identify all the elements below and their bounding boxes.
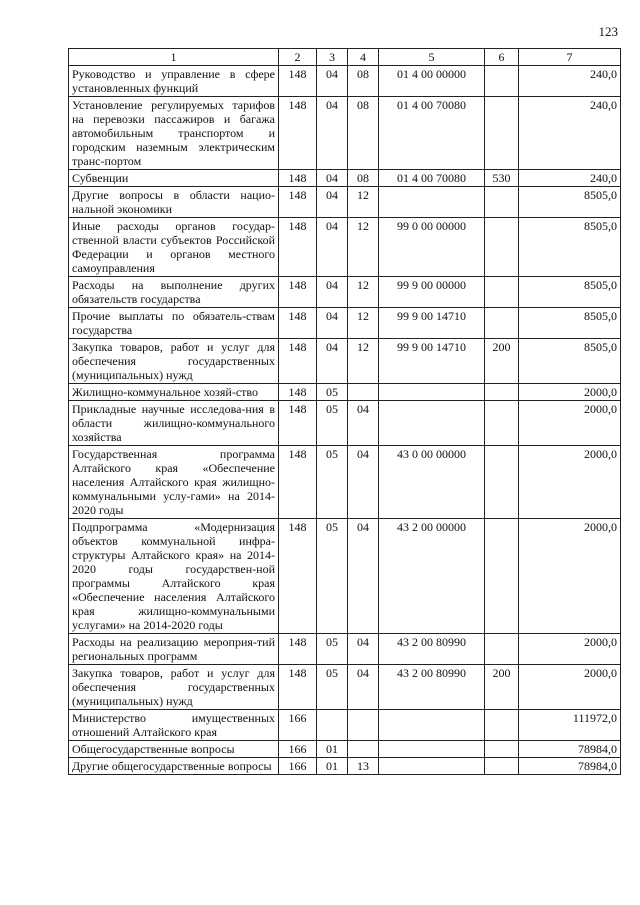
row-type-cell — [485, 308, 519, 339]
row-subsection-cell: 04 — [348, 665, 379, 710]
table-body — [69, 66, 621, 775]
row-type-cell — [485, 97, 519, 170]
row-amount-cell: 111972,0 — [519, 710, 621, 741]
row-subsection-cell: 12 — [348, 308, 379, 339]
row-code-cell: 148 — [279, 66, 317, 97]
table-row — [69, 97, 621, 170]
row-section-cell: 05 — [317, 401, 348, 446]
row-section-cell: 01 — [317, 758, 348, 775]
row-target-cell: 01 4 00 00000 — [379, 66, 485, 97]
row-target-cell: 43 0 00 00000 — [379, 446, 485, 519]
row-type-cell: 530 — [485, 170, 519, 187]
row-section-cell: 04 — [317, 187, 348, 218]
row-name-cell: Закупка товаров, работ и услуг для обеспечения государственных (муниципальных) нужд — [69, 339, 279, 384]
row-name-cell: Расходы на выполнение других обязательств государства — [69, 277, 279, 308]
row-subsection-cell — [348, 384, 379, 401]
row-code-cell: 166 — [279, 758, 317, 775]
row-type-cell — [485, 446, 519, 519]
row-amount-cell: 8505,0 — [519, 218, 621, 277]
row-section-cell: 05 — [317, 384, 348, 401]
row-name-cell: Министерство имущественных отношений Алтайского края — [69, 710, 279, 741]
row-type-cell — [485, 634, 519, 665]
row-target-cell: 01 4 00 70080 — [379, 170, 485, 187]
row-code-cell: 148 — [279, 401, 317, 446]
row-type-cell — [485, 741, 519, 758]
row-type-cell — [485, 187, 519, 218]
row-amount-cell: 2000,0 — [519, 384, 621, 401]
row-amount-cell: 78984,0 — [519, 741, 621, 758]
row-section-cell: 05 — [317, 446, 348, 519]
row-amount-cell: 8505,0 — [519, 187, 621, 218]
row-type-cell: 200 — [485, 339, 519, 384]
row-subsection-cell: 12 — [348, 277, 379, 308]
column-header: 6 — [485, 49, 519, 66]
row-subsection-cell — [348, 710, 379, 741]
row-code-cell: 148 — [279, 446, 317, 519]
row-target-cell: 99 0 00 00000 — [379, 218, 485, 277]
row-target-cell — [379, 741, 485, 758]
row-target-cell: 99 9 00 00000 — [379, 277, 485, 308]
row-code-cell: 148 — [279, 308, 317, 339]
table-row — [69, 401, 621, 446]
table-row — [69, 339, 621, 384]
row-code-cell: 148 — [279, 277, 317, 308]
row-code-cell: 148 — [279, 519, 317, 634]
table-row — [69, 710, 621, 741]
table-row — [69, 218, 621, 277]
row-amount-cell: 2000,0 — [519, 401, 621, 446]
row-amount-cell: 240,0 — [519, 170, 621, 187]
row-subsection-cell: 12 — [348, 218, 379, 277]
row-subsection-cell: 08 — [348, 170, 379, 187]
page-number: 123 — [598, 24, 618, 39]
row-name-cell: Другие общегосударственные вопросы — [69, 758, 279, 775]
row-subsection-cell: 12 — [348, 187, 379, 218]
row-code-cell: 148 — [279, 665, 317, 710]
row-amount-cell: 2000,0 — [519, 634, 621, 665]
table-row — [69, 446, 621, 519]
row-section-cell: 05 — [317, 519, 348, 634]
row-type-cell — [485, 384, 519, 401]
row-code-cell: 148 — [279, 339, 317, 384]
row-code-cell: 148 — [279, 218, 317, 277]
table-row — [69, 66, 621, 97]
row-section-cell: 05 — [317, 634, 348, 665]
row-name-cell: Прикладные научные исследова-ния в области жилищно-коммунального хозяйства — [69, 401, 279, 446]
column-header: 1 — [69, 49, 279, 66]
row-subsection-cell: 08 — [348, 66, 379, 97]
row-section-cell: 05 — [317, 665, 348, 710]
row-code-cell: 148 — [279, 634, 317, 665]
row-code-cell: 148 — [279, 384, 317, 401]
row-name-cell: Руководство и управление в сфере установленных функций — [69, 66, 279, 97]
row-section-cell: 04 — [317, 170, 348, 187]
row-amount-cell: 240,0 — [519, 97, 621, 170]
row-code-cell: 148 — [279, 187, 317, 218]
row-name-cell: Жилищно-коммунальное хозяй-ство — [69, 384, 279, 401]
row-target-cell: 99 9 00 14710 — [379, 308, 485, 339]
row-name-cell: Иные расходы органов государ-ственной власти субъектов Российской Федерации и органов местного самоуправления — [69, 218, 279, 277]
table-row — [69, 170, 621, 187]
row-amount-cell: 8505,0 — [519, 339, 621, 384]
row-target-cell: 43 2 00 80990 — [379, 634, 485, 665]
row-code-cell: 166 — [279, 710, 317, 741]
row-amount-cell: 2000,0 — [519, 665, 621, 710]
row-section-cell: 04 — [317, 277, 348, 308]
table-row — [69, 758, 621, 775]
row-type-cell — [485, 218, 519, 277]
table-row — [69, 277, 621, 308]
row-target-cell — [379, 187, 485, 218]
table-row — [69, 519, 621, 634]
row-amount-cell: 240,0 — [519, 66, 621, 97]
row-code-cell: 166 — [279, 741, 317, 758]
row-amount-cell: 78984,0 — [519, 758, 621, 775]
row-type-cell — [485, 710, 519, 741]
table-row — [69, 384, 621, 401]
table-row — [69, 741, 621, 758]
row-type-cell: 200 — [485, 665, 519, 710]
row-name-cell: Общегосударственные вопросы — [69, 741, 279, 758]
table-row — [69, 308, 621, 339]
row-type-cell — [485, 66, 519, 97]
row-target-cell: 43 2 00 80990 — [379, 665, 485, 710]
row-amount-cell: 8505,0 — [519, 277, 621, 308]
row-subsection-cell: 04 — [348, 634, 379, 665]
row-target-cell: 43 2 00 00000 — [379, 519, 485, 634]
row-subsection-cell — [348, 741, 379, 758]
table-header-row — [69, 49, 621, 66]
row-subsection-cell: 12 — [348, 339, 379, 384]
row-type-cell — [485, 758, 519, 775]
row-subsection-cell: 04 — [348, 519, 379, 634]
row-name-cell: Другие вопросы в области нацио-нальной экономики — [69, 187, 279, 218]
row-type-cell — [485, 401, 519, 446]
row-code-cell: 148 — [279, 97, 317, 170]
row-section-cell: 04 — [317, 97, 348, 170]
column-header: 2 — [279, 49, 317, 66]
budget-table — [68, 48, 621, 775]
row-amount-cell: 2000,0 — [519, 519, 621, 634]
column-header: 4 — [348, 49, 379, 66]
row-type-cell — [485, 277, 519, 308]
row-section-cell — [317, 710, 348, 741]
row-target-cell — [379, 758, 485, 775]
row-target-cell — [379, 401, 485, 446]
table-row — [69, 187, 621, 218]
row-section-cell: 01 — [317, 741, 348, 758]
row-code-cell: 148 — [279, 170, 317, 187]
row-name-cell: Прочие выплаты по обязатель-ствам государства — [69, 308, 279, 339]
column-header: 3 — [317, 49, 348, 66]
row-section-cell: 04 — [317, 66, 348, 97]
row-section-cell: 04 — [317, 308, 348, 339]
row-amount-cell: 8505,0 — [519, 308, 621, 339]
column-header: 5 — [379, 49, 485, 66]
row-subsection-cell: 04 — [348, 401, 379, 446]
row-section-cell: 04 — [317, 339, 348, 384]
row-section-cell: 04 — [317, 218, 348, 277]
row-subsection-cell: 04 — [348, 446, 379, 519]
column-header: 7 — [519, 49, 621, 66]
row-subsection-cell: 13 — [348, 758, 379, 775]
row-name-cell: Субвенции — [69, 170, 279, 187]
row-name-cell: Подпрограмма «Модернизация объектов коммунальной инфра-структуры Алтайского края» на 2014-2020 годы государствен-ной программы Алтайского края «Обеспечение населения Алтайского края жилищно-коммунальными услугами» на 2014-2020 годы — [69, 519, 279, 634]
table-row — [69, 665, 621, 710]
row-name-cell: Закупка товаров, работ и услуг для обеспечения государственных (муниципальных) нужд — [69, 665, 279, 710]
row-subsection-cell: 08 — [348, 97, 379, 170]
row-name-cell: Расходы на реализацию мероприя-тий региональных программ — [69, 634, 279, 665]
row-name-cell: Установление регулируемых тарифов на перевозки пассажиров и багажа автомобильным транспортом и городским наземным электрическим транс-портом — [69, 97, 279, 170]
table-row — [69, 634, 621, 665]
row-name-cell: Государственная программа Алтайского края «Обеспечение населения Алтайского края жилищно-коммунальными услу-гами» на 2014-2020 годы — [69, 446, 279, 519]
row-type-cell — [485, 519, 519, 634]
row-amount-cell: 2000,0 — [519, 446, 621, 519]
row-target-cell: 01 4 00 70080 — [379, 97, 485, 170]
row-target-cell: 99 9 00 14710 — [379, 339, 485, 384]
row-target-cell — [379, 384, 485, 401]
row-target-cell — [379, 710, 485, 741]
